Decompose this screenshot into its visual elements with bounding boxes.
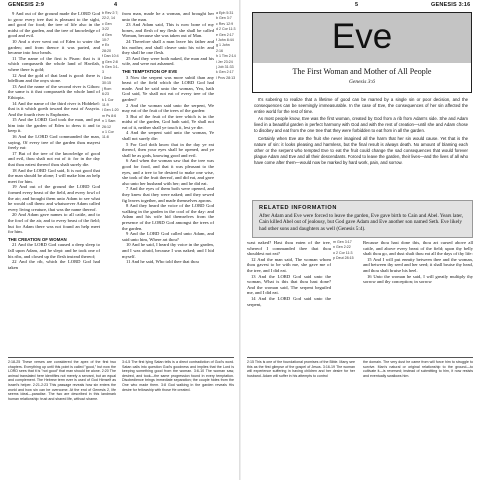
cross-ref: n Gen 2:22 — [333, 245, 351, 250]
verse: 5 For God doth know that in the day ye eat thereof, then your eyes shall be opened, and ye shall be as gods, knowing good and evil. — [122, 141, 214, 158]
cross-ref: f John 8:44 — [216, 38, 234, 43]
feature-body — [254, 97, 468, 167]
verse: wast naked? Hast thou eaten of the tree, whereof I commanded thee that thou shouldest not eat? — [247, 240, 331, 257]
verse: 3 But of the fruit of the tree which is in the midst of the garden, God hath said, Ye shall not eat of it, neither shall ye touch it, lest ye die. — [122, 113, 214, 130]
verse: 8 And they heard the voice of the LORD God walking in the garden in the cool of the day: and Adam and his wife hid themselves from the presence of the LORD God amongst the trees of the garden. — [122, 203, 214, 231]
verse: 12 And the man said, The woman whom thou gavest to be with me, she gave me of the tree, and I did eat. — [247, 256, 331, 273]
running-head-left: GENESIS 2:9 — [8, 2, 45, 8]
study-notes-left: 2:18-25 These verses are considered the apex of the first two chapters. Everything up until this point is called "good," but now the LORD sees that it is "not good" that man should be alone. 2:20 The animal translated here identifies not merely a servant, but an equal and complement. The Hebrew term ezer is used of God Himself as Israel's helper. 2:21-2:23 This passage reveals how sin enters the world and how sin can be overcome. At the end of Genesis 2, life seems ideal—paradise. The two are described in this landmark human relationship: trust and shared life, without shame. — [8, 360, 116, 401]
cross-ref: j Rom 6:23 — [102, 86, 112, 97]
verse: from man, made he a woman, and brought her unto the man. — [122, 11, 214, 22]
verse: 25 And they were both naked, the man and his wife, and were not ashamed. — [122, 55, 214, 67]
cross-ref: p Deut 28:15 — [333, 256, 354, 261]
verse: 22 And the rib, which the LORD God had taken — [8, 259, 100, 270]
verse: 11 And he said, Who told thee that thou — [126, 259, 199, 265]
verse: 21 And the LORD God caused a deep sleep to fall upon Adam, and he slept: and he took one of his ribs, and closed up the flesh instead thereof; — [8, 242, 100, 259]
running-head-right: GENESIS 3:16 — [431, 2, 471, 8]
cross-ref: e Ex 28:20 — [102, 43, 111, 53]
verse: 9 And the LORD God called unto Adam, and said unto him, Where art thou? — [122, 231, 214, 242]
left-column-1 — [8, 11, 100, 355]
cross-ref: d 2 Cor 11:3 — [216, 27, 236, 32]
cross-ref: g 1 John 2:16 — [216, 43, 230, 53]
verse: 13 And the LORD God said unto the woman, What is this that thou hast done? And the woman said, The serpent beguiled me, and I did eat. — [247, 273, 331, 296]
feature-paragraph: Certainly when Eve ate the fruit she never imagined all the harm that her sin would cause. Yet that is the nature of sin: it looks pleasing and harmless, but the final result is always death. No amount of blaming each other or the serpent who tempted Eve to eat the fruit could change the sad consequences that would forever plague Adam and Eve and all their descendants. Forced to leave the garden, their lives—and the lives of all who have come after them—would now be marked by hard work, pain, and sorrow. — [254, 135, 468, 165]
feature-paragraph: It's sobering to realize that a lifetime of good can be marred by a single sin or poor decision, and the consequences can be seemingly immeasurable. In the case of Eve, the consequences of her sin affected the entire world for the rest of time. — [254, 97, 468, 115]
verse: 4 And the serpent said unto the woman, Ye shall not surely die: — [122, 130, 214, 142]
cross-ref: c Gen 3:22 — [102, 21, 112, 32]
cross-references-3 — [333, 240, 355, 356]
cross-references-2 — [216, 11, 236, 355]
verse: 7 And the eyes of them both were opened, and they knew that they were naked; and they sewed fig leaves together, and made themselves aprons. — [122, 186, 214, 203]
cross-ref: c Rev 12:9 — [216, 21, 234, 26]
verse: 14 And the name of the third river is Hiddekel: that is it which goeth toward the east of Assyria. And the fourth river is Euphrates. — [8, 100, 100, 117]
cross-ref: d Gen 10:7 — [102, 32, 112, 43]
verse: 18 And the LORD God said, It is not good that the man should be alone; I will make him an help meet for him. — [8, 167, 100, 184]
cross-ref: e Gen 2:17 — [216, 32, 234, 37]
cross-ref: f Dan 10:4 — [102, 54, 119, 59]
cross-ref: k 1 Cor 11:9 — [102, 97, 114, 107]
study-notes-right-1: 2:15 This is one of the foundational promises of the Bible. Many see this as the first glimpse of the gospel of Jesus. 3:16-19 The woman will experience suffering in having children and her desire for her husband. Adam will suffer in his attempts to control — [247, 360, 355, 378]
cross-ref: i Deut 30:15 — [102, 75, 112, 86]
verse: 17 But of the tree of the knowledge of good and evil, thou shalt not eat of it: for in the day that thou eatest thereof thou shalt surely die. — [8, 150, 100, 168]
feature-subtitle: The First Woman and Mother of All People — [292, 67, 432, 76]
feature-title: Eve — [331, 17, 393, 56]
cross-ref: a Eph 5:31 — [216, 11, 234, 15]
feature-scripture-ref: Genesis 3:6 — [348, 79, 376, 85]
verse: 15 And the LORD God took the man, and put him into the garden of Eden to dress it and to keep it. — [8, 117, 100, 134]
cross-ref: l Gen 1:20 — [102, 108, 119, 113]
cross-ref: b Rev 2:7; 22:2, 14 — [102, 11, 119, 21]
cross-ref: m Ps 8:6 — [102, 113, 117, 118]
cross-ref: l Prov 28:13 — [216, 75, 236, 80]
study-notes-middle: 3:4-5 The first lying Satan tells is a direct contradiction of God's word. Satan calls into question God's goodness and implies that the Lord is keeping something good from the woman. 3:6-10 The woman saw, desired, and took—the same progression found in every temptation. Disobedience brings immediate separation; the couple hides from the One who made them. 3:8 God walking in the garden reveals His desire for fellowship with those He created. — [122, 360, 234, 392]
notes-divider — [8, 357, 234, 358]
notes-divider — [247, 357, 473, 358]
section-heading: THE TEMPTATION OF EVE — [122, 68, 178, 74]
cross-ref: o 2 Cor 11:3 — [333, 250, 353, 255]
verse: 13 And the name of the second river is Gihon: the same is it that compasseth the whole land of Ethiopia. — [8, 83, 100, 100]
page-number-left: 4 — [114, 2, 118, 8]
verse: 6 And when the woman saw that the tree was good for food, and that it was pleasant to the eyes, and a tree to be desired to make one wise, she took of the fruit thereof, and did eat, and gave also unto her husband with her; and he did eat. — [122, 158, 214, 186]
cross-ref: o 1 Cor 11:8 — [102, 129, 114, 140]
verse: Because thou hast done this, thou art cursed above all cattle, and above every beast of the field; upon thy belly shalt thou go, and dust shalt thou eat all the days of thy life: — [363, 240, 473, 257]
right-page — [241, 0, 480, 480]
cross-ref: m Gen 3:17 — [333, 240, 352, 244]
cross-ref: h Gen 3:1-3 — [102, 65, 119, 75]
study-notes-right-2: the domain. The very dust he came from will force him to struggle to survive. Man's natural or original relationship to the ground—to cultivate it—is reversed; instead of submitting to him, it now resists and eventually swallows him. — [363, 360, 473, 378]
cross-ref: j Job 31:33 — [216, 65, 234, 70]
verse: 23 And Adam said, This is now bone of my bones, and flesh of my flesh: she shall be called Woman, because she was taken out of Man. — [122, 22, 214, 39]
section-heading: THE CREATION OF WOMAN — [8, 236, 67, 242]
verse: 3 Now the serpent was more subtil than any beast of the field which the LORD God had made. And he said unto the woman, Yea, hath God said, Ye shall not eat of every tree of the garden? — [122, 74, 214, 102]
cross-ref: n 1 Sam 26:12 — [102, 119, 116, 129]
verse: 10 And a river went out of Eden to water the garden; and from thence it was parted, and became into four heads. — [8, 38, 100, 56]
verse: 10 And he said, I heard thy voice in the garden, and I was afraid, because I was naked; and I hid myself. — [122, 242, 214, 259]
verse: 9 And out of the ground made the LORD God to grow every tree that is pleasant to the sight, and good for food; the tree of life also in the midst of the garden, and the tree of knowledge of good and evil. — [8, 11, 100, 39]
cross-references-1 — [102, 11, 119, 355]
feature-paragraph: As most people know, Eve was the first woman, created by God from a rib from Adam's side. She and Adam lived in a beautiful garden in perfect harmony with God and with the rest of creation—until she and Adam chose to disobey and eat from the one tree that they were forbidden to eat from in all the garden. — [254, 116, 468, 134]
left-column-2 — [122, 11, 214, 355]
verse: 14 And the LORD God said unto the serpent, — [247, 295, 331, 307]
right-column-1 — [247, 240, 331, 356]
left-page — [0, 0, 239, 480]
verse: 24 Therefore shall a man leave his father and his mother, and shall cleave unto his wife: and they shall be one flesh. — [122, 38, 214, 56]
related-information-box — [252, 200, 473, 238]
cross-ref: h 1 Tim 2:14 — [216, 54, 236, 59]
feature-box — [252, 12, 472, 93]
cross-ref: k Gen 2:17 — [216, 70, 234, 75]
page-number-right: 5 — [355, 2, 359, 8]
related-information-text: After Adam and Eve were forced to leave the garden, Eve gave birth to Cain and Abel. Years later, Cain killed Abel out of jealousy, but God gave Adam and Eve another son named Seth. Eve likely had other sons and daughters as well (Genesis 5:4). — [259, 213, 464, 232]
verse: 15 And I will put enmity between thee and the woman, and between thy seed and her seed; it shall bruise thy head, and thou shalt bruise his heel. — [363, 256, 473, 273]
verse: 20 And Adam gave names to all cattle, and to the fowl of the air, and to every beast of the field; but for Adam there was not found an help meet for him. — [8, 212, 100, 235]
verse: 2 And the woman said unto the serpent, We may eat of the fruit of the trees of the garden: — [122, 102, 214, 114]
verse: 16 And the LORD God commanded the man, saying, Of every tree of the garden thou mayest freely eat: — [8, 134, 100, 151]
verse: 16 Unto the woman he said, I will greatly multiply thy sorrow and thy conception; in sorrow — [363, 273, 473, 285]
verse: 12 And the gold of that land is good: there is bdellium and the onyx stone. — [8, 72, 100, 84]
verse: 19 And out of the ground the LORD God formed every beast of the field, and every fowl of the air; and brought them unto Adam to see what he would call them: and whatsoever Adam called every living creature, that was the name thereof. — [8, 184, 100, 212]
verse: 11 The name of the first is Pison: that is it which compasseth the whole land of Havilah, where there is gold; — [8, 55, 100, 72]
cross-ref: i Jer 23:24 — [216, 59, 233, 64]
right-column-2 — [363, 240, 473, 356]
cross-ref: b Gen 3:7 — [216, 16, 232, 21]
cross-ref: g Gen 2:8 — [102, 59, 118, 64]
related-information-title: RELATED INFORMATION — [259, 205, 337, 211]
